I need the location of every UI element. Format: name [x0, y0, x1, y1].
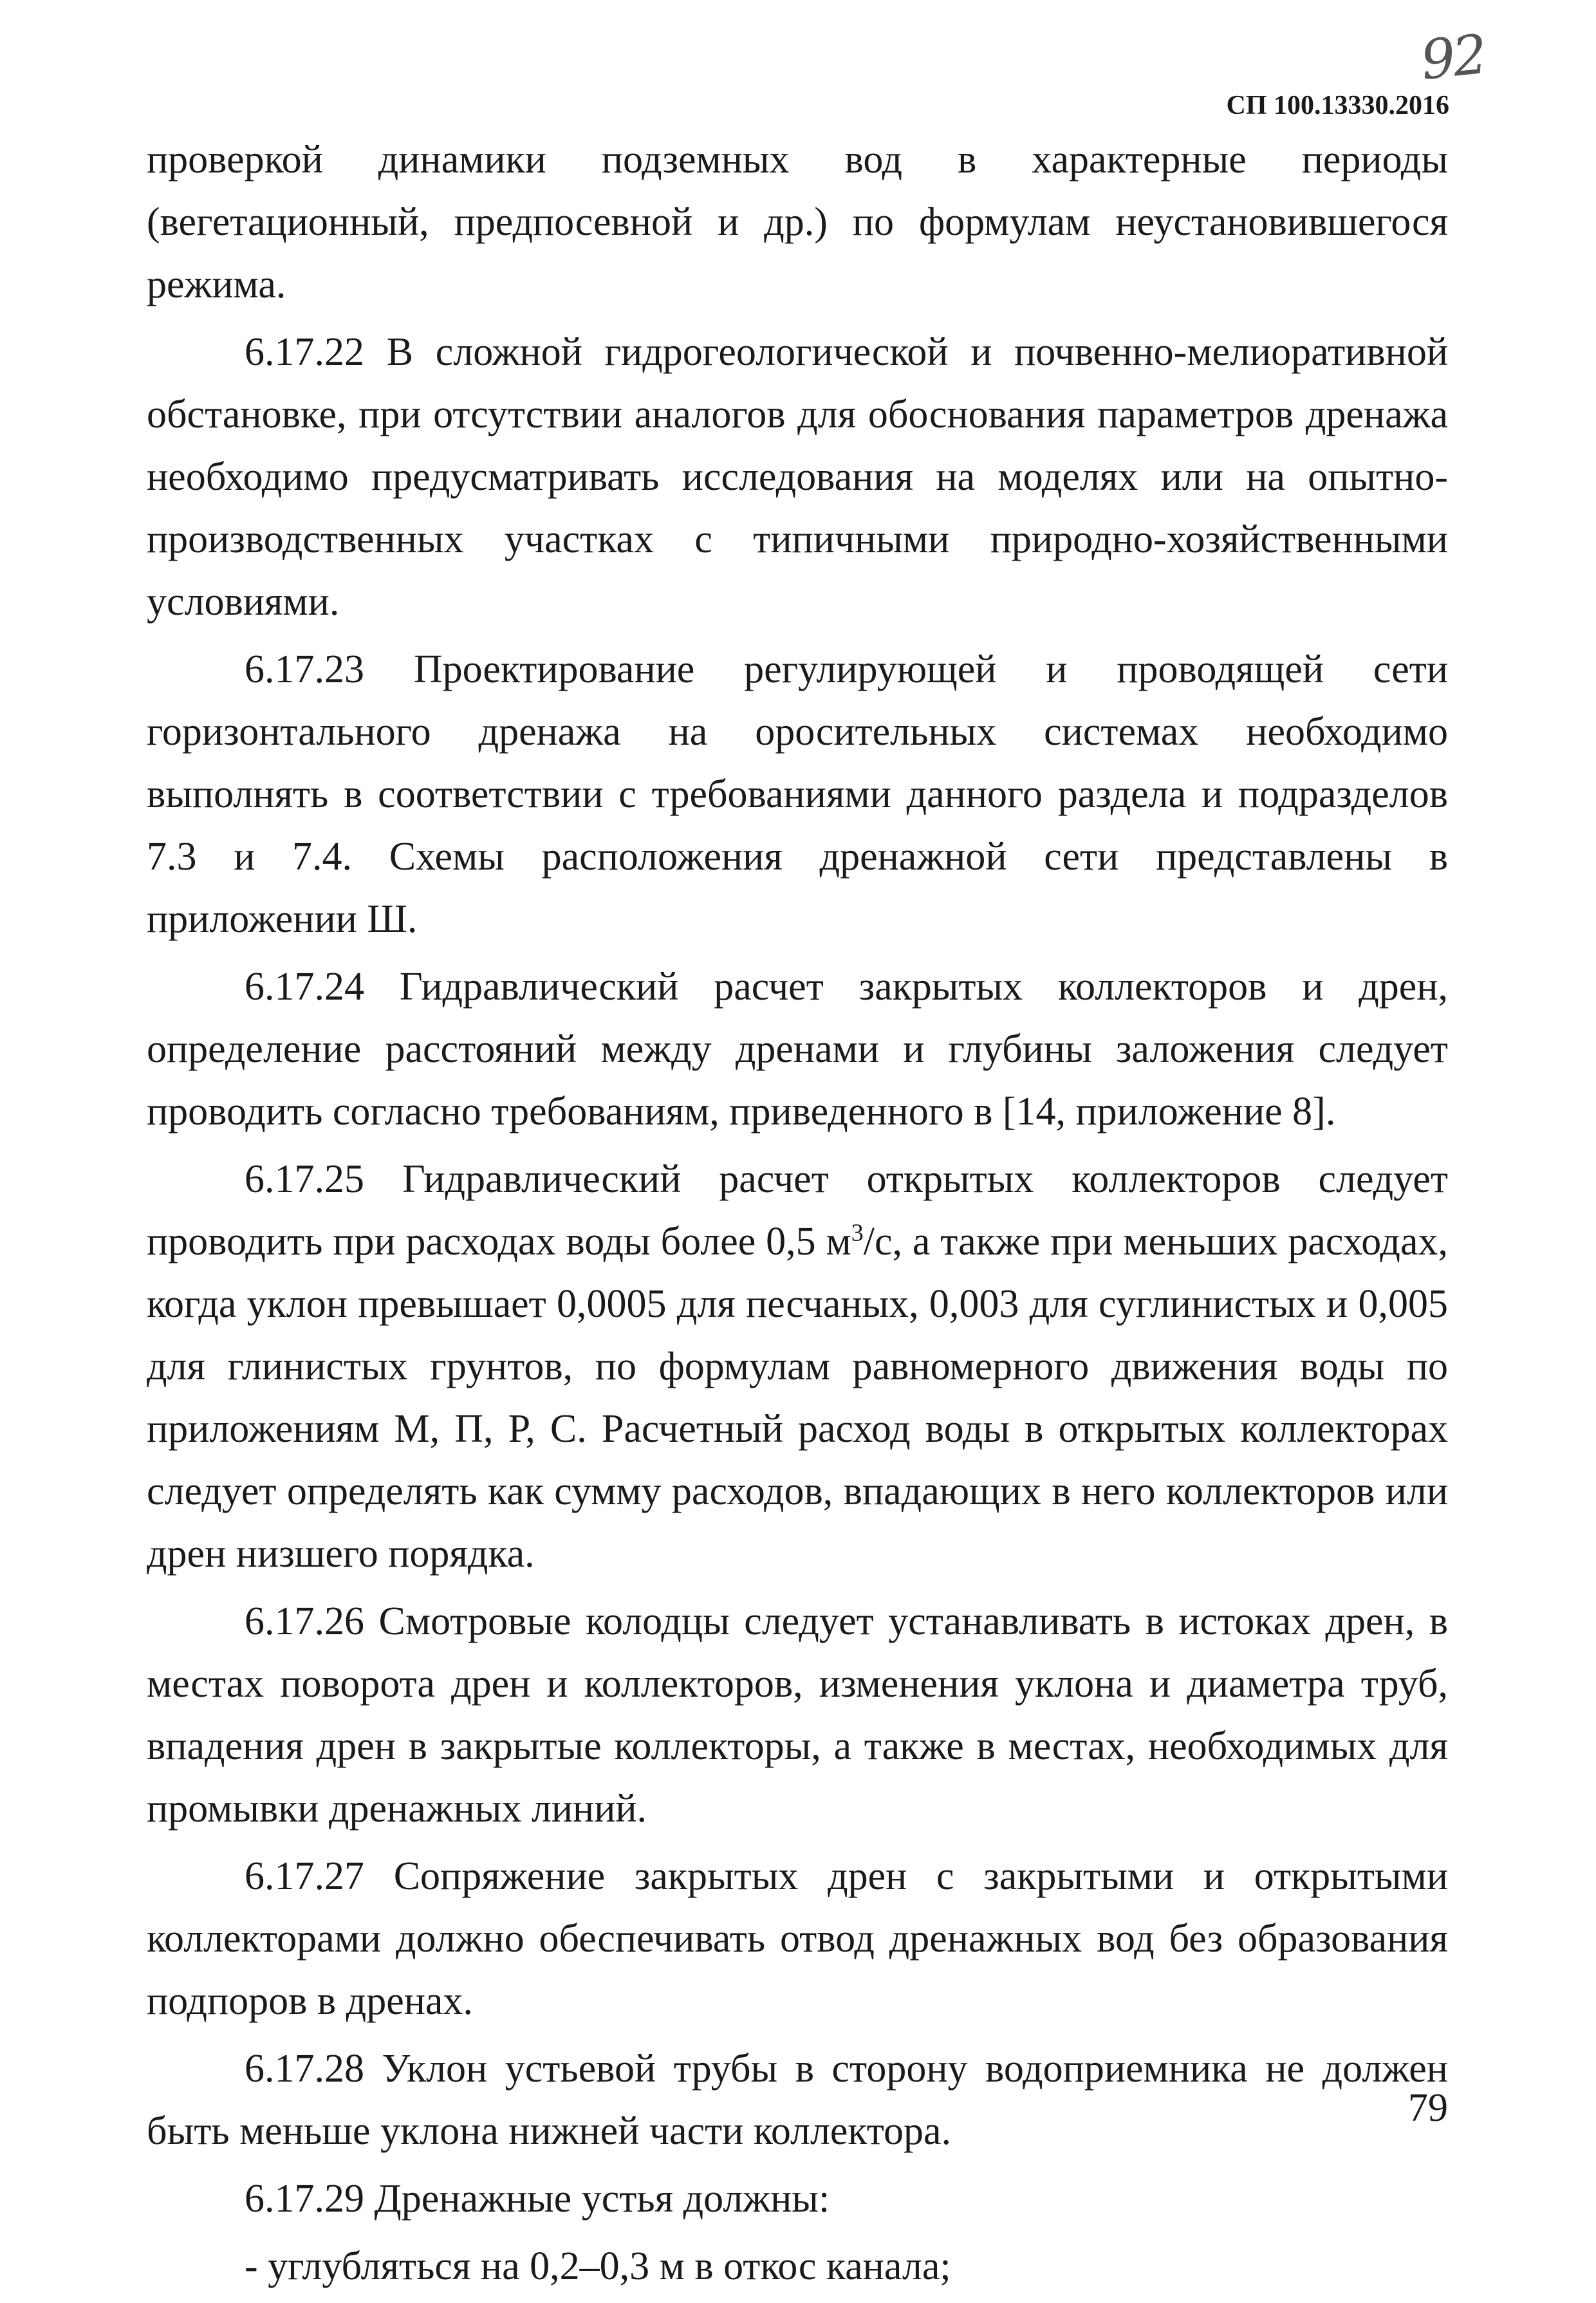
paragraph-6-17-25-part2: /с, а также при меньших расходах, когда уклон превышает 0,0005 для песчаных, 0,003 для суглинистых и 0,005 для глинистых грунтов, по формулам равномерного движения воды по приложениям М, П, Р, С. Расчетный расход воды в открытых коллекторах следует определять как сумму расходов, впадающих в него коллекторов или дрен низшего порядка.	[147, 1220, 1448, 1576]
paragraph-6-17-28: 6.17.28 Уклон устьевой трубы в сторону водоприемника не должен быть меньше уклона нижней части коллектора.	[147, 2047, 1448, 2153]
paragraph-continuation: проверкой динамики подземных вод в характерные периоды (вегетационный, предпосевной и др.) по формулам неустановившегося режима.	[147, 138, 1448, 306]
superscript-cubic: 3	[851, 1219, 864, 1247]
paragraph-6-17-23: 6.17.23 Проектирование регулирующей и проводящей сети горизонтального дренажа на оросительных системах необходимо выполнять в соответствии с требованиями данного раздела и подразделов 7.3 и 7.4. Схемы расположения дренажной сети представлены в приложении Ш.	[147, 648, 1448, 941]
list-item: - углубляться на 0,2–0,3 м в откос канала;	[245, 2244, 951, 2288]
document-code: СП 100.13330.2016	[1226, 91, 1449, 120]
paragraph-6-17-26: 6.17.26 Смотровые колодцы следует устанавливать в истоках дрен, в местах поворота дрен и коллекторов, изменения уклона и диаметра труб, впадения дрен в закрытые коллекторы, а также в местах, необходимых для промывки дренажных линий.	[147, 1599, 1448, 1831]
paragraph-6-17-24: 6.17.24 Гидравлический расчет закрытых коллекторов и дрен, определение расстояний между дренами и глубины заложения следует проводить согласно требованиям, приведенного в [14, приложение 8].	[147, 965, 1448, 1133]
handwritten-page-mark: 92	[1418, 23, 1488, 92]
paragraph-6-17-29: 6.17.29 Дренажные устья должны:	[245, 2177, 830, 2221]
paragraph-6-17-22: 6.17.22 В сложной гидрогеологической и почвенно-мелиоративной обстановке, при отсутствии аналогов для обоснования параметров дренажа необходимо предусматривать исследования на моделях или на опытно-производственных участках с типичными природно-хозяйственными условиями.	[147, 330, 1448, 624]
page-number: 79	[1408, 2086, 1448, 2130]
paragraph-6-17-25-part1: 6.17.25 Гидравлический расчет открытых коллекторов следует проводить при расходах воды более 0,5 м	[147, 1157, 1448, 1263]
paragraph-6-17-27: 6.17.27 Сопряжение закрытых дрен с закрытыми и открытыми коллекторами должно обеспечивать отвод дренажных вод без образования подпоров в дренах.	[147, 1854, 1448, 2023]
document-body	[147, 129, 1448, 2303]
paragraph-6-17-25	[147, 1148, 1448, 1585]
